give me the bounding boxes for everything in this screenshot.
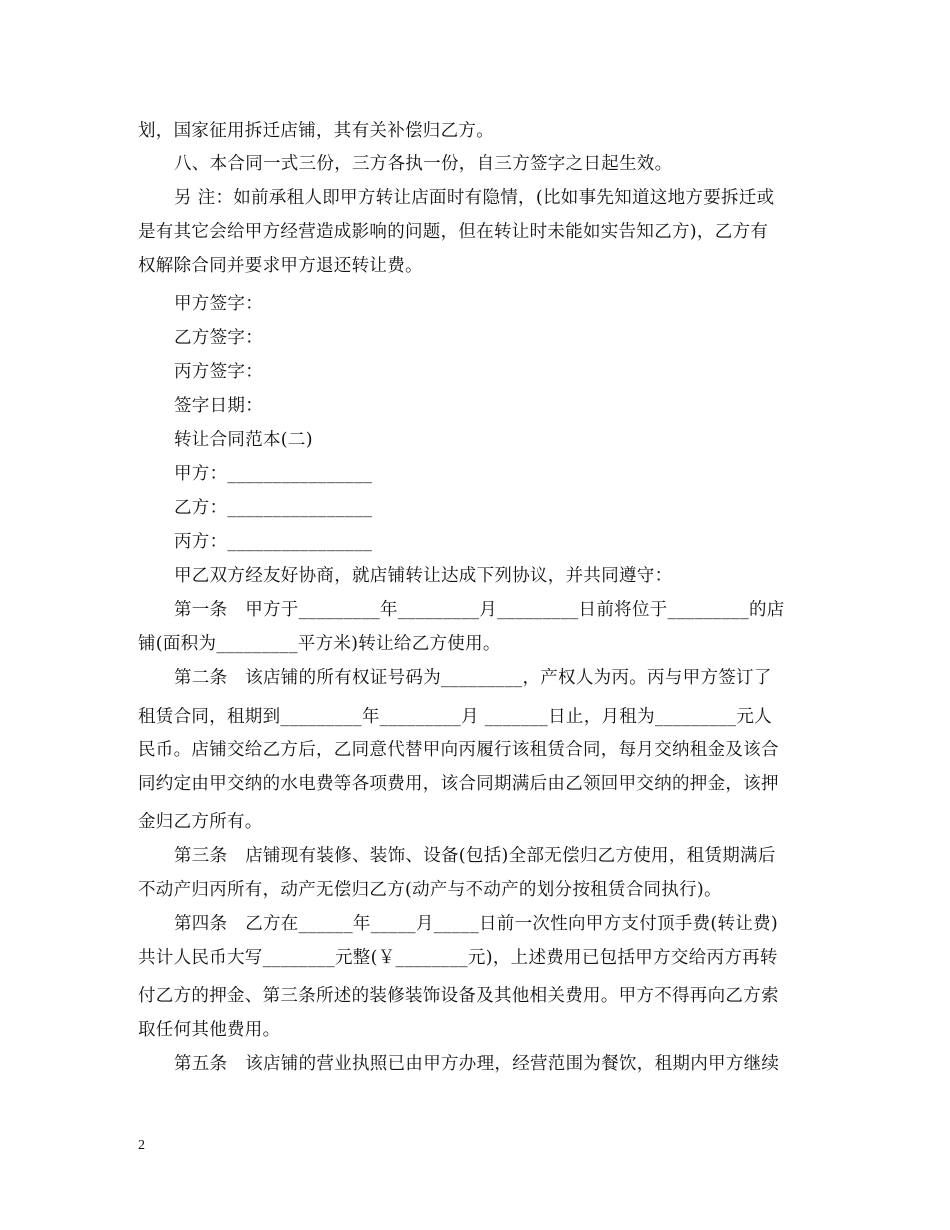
clause-line: 取任何其他费用。 — [138, 1020, 281, 1040]
clause-line: 第四条 乙方在______年_____月_____日前一次性向甲方支付顶手费(转让费) — [174, 914, 779, 934]
text-line: 是有其它会给甲方经营造成影响的问题，但在转让时未能如实告知乙方)，乙方有 — [138, 222, 769, 242]
clause-line: 金归乙方所有。 — [138, 812, 263, 832]
clause-line: 第二条 该店铺的所有权证号码为_________，产权人为丙。丙与甲方签订了 — [174, 668, 772, 688]
party-line: 丙方：________________ — [174, 532, 373, 552]
text-line: 另 注：如前承租人即甲方转让店面时有隐情，(比如事先知道这地方要拆迁或 — [174, 188, 775, 208]
clause-line: 不动产归丙所有，动产无偿归乙方(动产与不动产的划分按租赁合同执行)。 — [138, 880, 722, 900]
party-line: 乙方：________________ — [174, 498, 373, 518]
clause-line: 第一条 甲方于_________年_________月_________日前将位于_________的店 — [174, 600, 785, 620]
clause-line: 付乙方的押金、第三条所述的装修装饰设备及其他相关费用。甲方不得再向乙方索 — [138, 986, 779, 1006]
clause-line: 共计人民币大写________元整(￥________元)，上述费用已包括甲方交给丙方再转 — [138, 948, 778, 968]
clause-line: 民币。店铺交给乙方后，乙同意代替甲向丙履行该租赁合同，每月交纳租金及该合 — [138, 740, 779, 760]
clause-line: 第三条 店铺现有装修、装饰、设备(包括)全部无偿归乙方使用，租赁期满后 — [174, 846, 776, 866]
signature-label: 甲方签字： — [174, 294, 263, 314]
section-title: 转让合同范本(二) — [174, 430, 313, 450]
party-line: 甲方：________________ — [174, 464, 373, 484]
text-line: 甲乙双方经友好协商，就店铺转让达成下列协议，并共同遵守： — [174, 566, 673, 586]
signature-label: 丙方签字： — [174, 362, 263, 382]
clause-line: 第五条 该店铺的营业执照已由甲方办理，经营范围为餐饮，租期内甲方继续 — [174, 1054, 780, 1074]
text-line: 八、本合同一式三份，三方各执一份，自三方签字之日起生效。 — [174, 154, 673, 174]
clause-line: 铺(面积为_________平方米)转让给乙方使用。 — [138, 634, 501, 654]
clause-line: 同约定由甲交纳的水电费等各项费用，该合同期满后由乙领回甲交纳的押金，该押 — [138, 774, 779, 794]
text-line: 权解除合同并要求甲方退还转让费。 — [138, 256, 423, 276]
signature-label: 乙方签字： — [174, 328, 263, 348]
page-number: 2 — [138, 1138, 145, 1153]
text-line: 划，国家征用拆迁店铺，其有关补偿归乙方。 — [138, 121, 494, 141]
clause-line: 租赁合同，租期到_________年_________月 _______日止，月租为_________元人 — [138, 707, 772, 727]
signature-label: 签字日期： — [174, 396, 263, 416]
